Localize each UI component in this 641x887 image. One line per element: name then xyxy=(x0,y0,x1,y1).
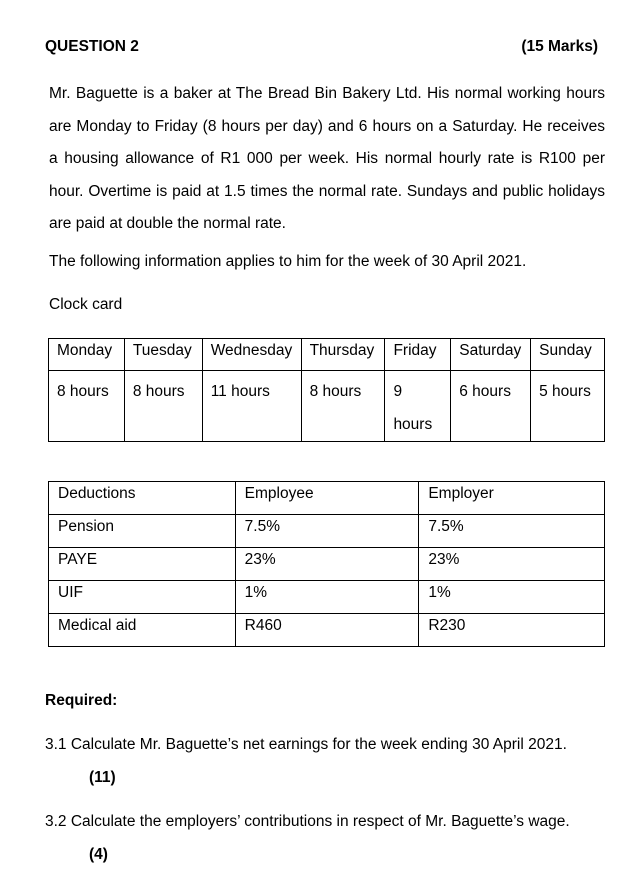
clock-day-label: Monday xyxy=(57,342,113,359)
deduction-employee: R460 xyxy=(244,617,282,634)
clock-hours-cell xyxy=(301,371,385,442)
clock-hours-value: 8 hours xyxy=(132,383,185,400)
deductions-row xyxy=(49,581,605,614)
deductions-cell xyxy=(49,614,236,647)
question-3-1-text: 3.1 Calculate Mr. Baguette’s net earnings for the week ending 30 April 2021. xyxy=(45,736,567,753)
deduction-employee: 1% xyxy=(244,584,268,601)
deduction-name: UIF xyxy=(58,584,83,601)
clock-hours-cell xyxy=(385,371,451,442)
intro-line: a housing allowance of R1 000 per week. His normal hourly rate is R100 per xyxy=(49,150,605,168)
clock-hours-cell xyxy=(124,371,202,442)
deductions-header-label: Employee xyxy=(244,485,314,502)
deductions-header-cell xyxy=(419,482,605,515)
deductions-cell xyxy=(419,614,605,647)
clock-hours-cell xyxy=(531,371,605,442)
deductions-header-row xyxy=(49,482,605,515)
clock-card-label: Clock card xyxy=(49,296,123,313)
deductions-cell xyxy=(49,515,236,548)
intro-line: are paid at double the normal rate. xyxy=(49,215,286,233)
deduction-name: Medical aid xyxy=(58,617,137,634)
deduction-employer: R230 xyxy=(428,617,466,634)
info-text: The following information applies to him for the week of 30 April 2021. xyxy=(49,253,527,270)
clock-day-label: Thursday xyxy=(309,342,375,359)
deduction-employee: 23% xyxy=(244,551,276,568)
deductions-row xyxy=(49,614,605,647)
deductions-table xyxy=(48,481,605,647)
clock-day-cell xyxy=(301,339,385,371)
deductions-cell xyxy=(235,581,419,614)
deductions-header-cell xyxy=(49,482,236,515)
clock-day-label: Wednesday xyxy=(210,342,293,359)
question-title: QUESTION 2 xyxy=(45,38,139,55)
clock-day-label: Friday xyxy=(393,342,437,359)
clock-hours-cell xyxy=(202,371,301,442)
deductions-header-label: Employer xyxy=(428,485,494,502)
clock-hours-value: 6 hours xyxy=(459,383,511,400)
clock-day-label: Tuesday xyxy=(132,342,192,359)
question-3-1-marks: (11) xyxy=(89,769,116,786)
deduction-employee: 7.5% xyxy=(244,518,281,535)
clock-hours-value: 8 hours xyxy=(309,383,362,400)
clock-card-header-row xyxy=(49,339,605,371)
deductions-row xyxy=(49,548,605,581)
deductions-cell xyxy=(235,548,419,581)
clock-day-label: Saturday xyxy=(459,342,522,359)
clock-hours-value: 9 hours xyxy=(393,383,433,433)
clock-hours-cell xyxy=(451,371,531,442)
clock-day-cell xyxy=(49,339,125,371)
deductions-cell xyxy=(235,515,419,548)
deduction-employer: 1% xyxy=(428,584,451,601)
clock-day-label: Sunday xyxy=(539,342,592,359)
intro-line: hour. Overtime is paid at 1.5 times the normal rate. Sundays and public holidays xyxy=(49,182,605,200)
clock-card-hours-row xyxy=(49,371,605,442)
clock-day-cell xyxy=(451,339,531,371)
clock-hours-value: 11 hours xyxy=(210,383,270,400)
intro-line: Mr. Baguette is a baker at The Bread Bin Bakery Ltd. His normal working hours xyxy=(49,85,605,102)
clock-day-cell xyxy=(385,339,451,371)
deductions-cell xyxy=(49,548,236,581)
intro-line: are Monday to Friday (8 hours per day) and 6 hours on a Saturday. He receives xyxy=(49,117,605,135)
question-marks: (15 Marks) xyxy=(521,38,598,55)
clock-hours-value: 5 hours xyxy=(539,383,591,400)
deductions-header-cell xyxy=(235,482,419,515)
deductions-cell xyxy=(419,581,605,614)
deductions-header-label: Deductions xyxy=(58,485,136,502)
deduction-employer: 7.5% xyxy=(428,518,464,535)
deduction-employer: 23% xyxy=(428,551,460,568)
deductions-cell xyxy=(235,614,419,647)
deduction-name: PAYE xyxy=(58,551,98,568)
clock-day-cell xyxy=(124,339,202,371)
question-3-2-marks: (4) xyxy=(89,846,108,863)
deductions-cell xyxy=(49,581,236,614)
deductions-cell xyxy=(419,548,605,581)
clock-card-table xyxy=(48,338,605,442)
question-3-2-text: 3.2 Calculate the employers’ contributions in respect of Mr. Baguette’s wage. xyxy=(45,813,570,830)
clock-day-cell xyxy=(531,339,605,371)
intro-paragraph xyxy=(49,78,605,241)
clock-hours-value: 8 hours xyxy=(57,383,109,400)
deductions-row xyxy=(49,515,605,548)
clock-day-cell xyxy=(202,339,301,371)
clock-hours-cell xyxy=(49,371,125,442)
required-heading: Required: xyxy=(45,692,118,709)
deductions-cell xyxy=(419,515,605,548)
deduction-name: Pension xyxy=(58,518,115,535)
